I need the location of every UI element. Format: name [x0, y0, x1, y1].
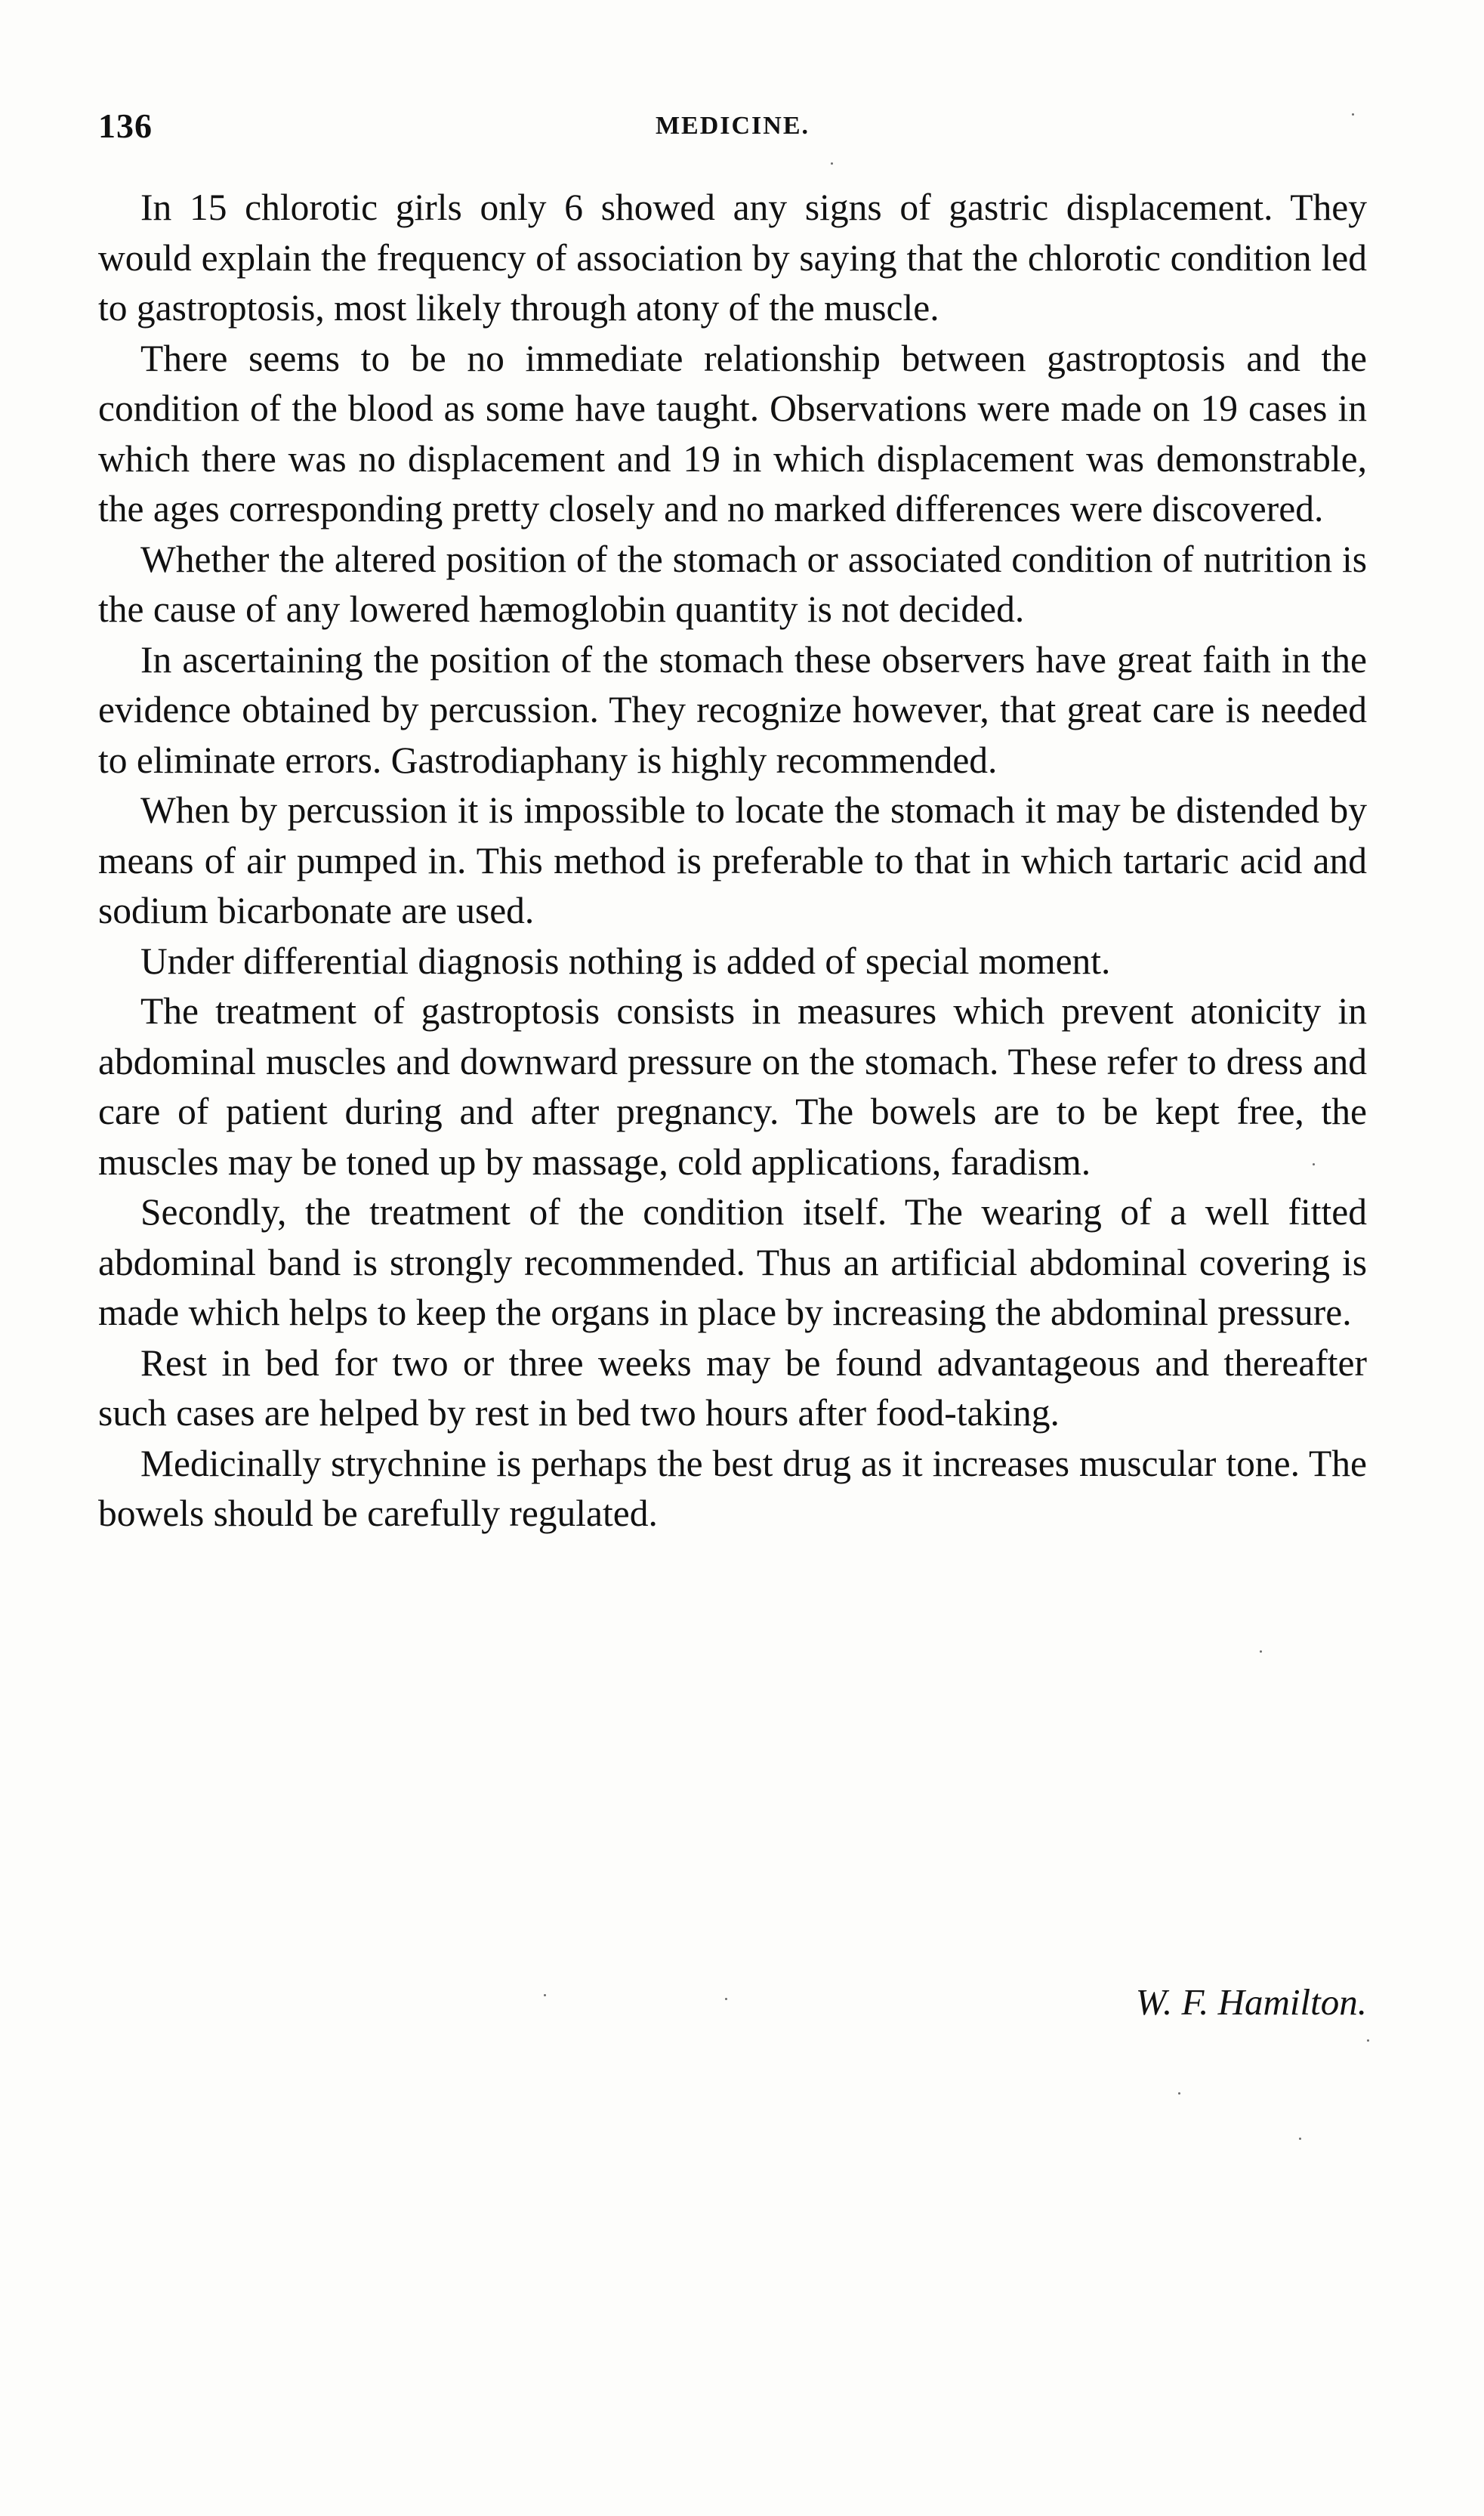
paragraph-differential-diagnosis: Under differential diagnosis nothing is added of special moment.: [140, 940, 1111, 982]
scan-speck: [1367, 2039, 1369, 2042]
scan-speck: [1352, 113, 1354, 116]
scan-speck: [725, 1998, 727, 2000]
scan-speck: [1178, 2092, 1180, 2095]
page-number: 136: [98, 107, 153, 145]
paragraph-treatment: The treatment of gastroptosis consists in measures which prevent atonicity in abdominal muscles and downward pressure on the stomach. These refer to dress and care of patient during and after pregnancy. The bowels are to be kept free, the muscles may be toned up by massage, cold applications, faradism.: [98, 990, 1367, 1183]
body-text: [98, 183, 1367, 1539]
scan-speck: [1299, 2138, 1301, 2140]
scan-speck: [1260, 1650, 1262, 1653]
paragraph-haemoglobin: Whether the altered position of the stomach or associated condition of nutrition is the cause of any lowered hæmoglobin quantity is not decided.: [98, 538, 1367, 630]
author-signature: W. F. Hamilton.: [1135, 1981, 1367, 2023]
paragraph-percussion: In ascertaining the position of the stomach these observers have great faith in the evidence obtained by percussion. They recognize however, that great care is needed to eliminate errors. Gastrodiaphany is highly recommended.: [98, 638, 1367, 781]
paragraph-rest-in-bed: Rest in bed for two or three weeks may be found advantageous and thereafter such cases are helped by rest in bed two hours after food-taking.: [98, 1341, 1367, 1434]
scan-speck: [1313, 1163, 1315, 1165]
paragraph-blood-relationship: There seems to be no immediate relationship between gastroptosis and the condition of the blood as some have taught. Observations were made on 19 cases in which there was no displacement and 19 in which displacement was demonstrable, the ages corresponding pretty closely and no marked differences were discovered.: [98, 337, 1367, 529]
scan-speck: [544, 1994, 546, 1996]
scan-speck: [831, 162, 833, 165]
paragraph-abdominal-band: Secondly, the treatment of the condition itself. The wearing of a well fitted abdominal band is strongly recommended. Thus an artificial abdominal covering is made which helps to keep the organs in place by increasing the abdominal pressure.: [98, 1191, 1367, 1333]
paragraph-chlorotic-girls: In 15 chlorotic girls only 6 showed any signs of gastric displacement. They would explain the frequency of association by saying that the chlorotic condition led to gastroptosis, most likely through atony of the muscle.: [98, 187, 1367, 329]
paragraph-distension: When by percussion it is impossible to locate the stomach it may be distended by means of air pumped in. This method is preferable to that in which tartaric acid and sodium bicarbonate are used.: [98, 789, 1367, 931]
running-head: MEDICINE.: [655, 112, 810, 140]
paragraph-medicinal: Medicinally strychnine is perhaps the best drug as it increases muscular tone. The bowels should be carefully regulated.: [98, 1442, 1367, 1534]
page-header: [98, 106, 1367, 166]
